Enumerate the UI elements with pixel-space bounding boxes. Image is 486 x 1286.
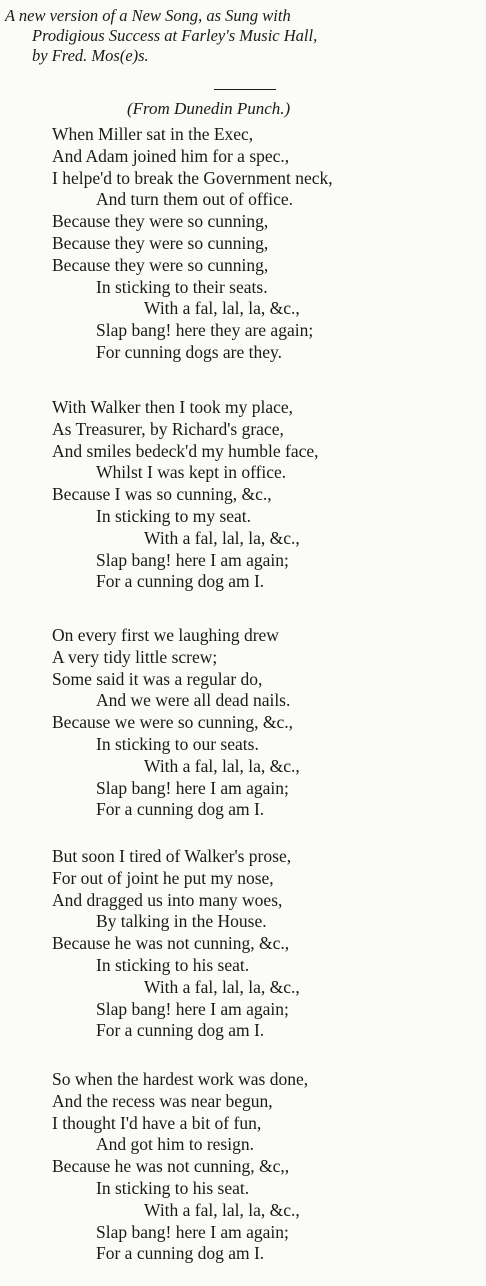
song-introduction xyxy=(5,6,483,66)
intro-line: Prodigious Success at Farley's Music Hall, xyxy=(32,26,318,45)
stanza-4 xyxy=(52,846,482,1042)
verse-line: And the recess was near begun, xyxy=(52,1090,273,1111)
source-credit: (From Dunedin Punch.) xyxy=(127,99,291,118)
refrain-line: With a fal, lal, la, &c., xyxy=(144,976,300,997)
verse-line: But soon I tired of Walker's prose, xyxy=(52,846,292,866)
verse-line: And we were all dead nails. xyxy=(96,690,291,711)
divider-rule xyxy=(214,89,276,90)
chorus-line: In sticking to my seat. xyxy=(96,505,252,526)
chorus-line: In sticking to his seat. xyxy=(96,954,250,975)
verse-line: And smiles bedeck'd my humble face, xyxy=(52,440,319,461)
verse-line: So when the hardest work was done, xyxy=(52,1069,309,1089)
verse-line: And got him to resign. xyxy=(96,1134,254,1155)
stanza-1 xyxy=(52,124,482,364)
verse-line: Some said it was a regular do, xyxy=(52,668,263,689)
chorus-line: Because we were so cunning, &c., xyxy=(52,712,294,733)
refrain-line: Slap bang! here I am again; xyxy=(96,1221,289,1242)
refrain-line: For a cunning dog am I. xyxy=(96,571,265,592)
refrain-line: Slap bang! here I am again; xyxy=(96,777,289,798)
verse-line: With Walker then I took my place, xyxy=(52,397,294,417)
refrain-line: With a fal, lal, la, &c., xyxy=(144,527,300,548)
chorus-line: Because they were so cunning, xyxy=(52,232,269,253)
verse-line: On every first we laughing drew xyxy=(52,625,279,645)
refrain-line: For cunning dogs are they. xyxy=(96,341,282,362)
chorus-line: Because he was not cunning, &c,, xyxy=(52,1156,290,1177)
refrain-line: With a fal, lal, la, &c., xyxy=(144,1199,300,1220)
verse-line: And Adam joined him for a spec., xyxy=(52,145,290,166)
refrain-line: Slap bang! here I am again; xyxy=(96,549,289,570)
intro-line: A new version of a New Song, as Sung with xyxy=(5,6,291,25)
intro-line: by Fred. Mos(e)s. xyxy=(32,46,149,65)
chorus-line: In sticking to our seats. xyxy=(96,733,259,754)
refrain-line: For a cunning dog am I. xyxy=(96,799,265,820)
verse-line: A very tidy little screw; xyxy=(52,646,218,667)
refrain-line: For a cunning dog am I. xyxy=(96,1020,265,1041)
verse-line: I helpe'd to break the Government neck, xyxy=(52,167,333,188)
refrain-line: With a fal, lal, la, &c., xyxy=(144,755,300,776)
refrain-line: With a fal, lal, la, &c., xyxy=(144,298,300,319)
refrain-line: Slap bang! here they are again; xyxy=(96,320,314,341)
stanza-3 xyxy=(52,625,482,821)
chorus-line: In sticking to their seats. xyxy=(96,276,268,297)
refrain-line: Slap bang! here I am again; xyxy=(96,998,289,1019)
verse-line: As Treasurer, by Richard's grace, xyxy=(52,418,284,439)
chorus-line: Because he was not cunning, &c., xyxy=(52,933,290,954)
verse-line: By talking in the House. xyxy=(96,911,267,932)
chorus-line: Because I was so cunning, &c., xyxy=(52,484,272,505)
chorus-line: Because they were so cunning, xyxy=(52,254,269,275)
chorus-line: In sticking to his seat. xyxy=(96,1177,250,1198)
stanza-2 xyxy=(52,397,482,593)
verse-line: For out of joint he put my nose, xyxy=(52,867,274,888)
refrain-line: For a cunning dog am I. xyxy=(96,1243,265,1264)
chorus-line: Because they were so cunning, xyxy=(52,211,269,232)
verse-line: And dragged us into many woes, xyxy=(52,889,283,910)
verse-line: When Miller sat in the Exec, xyxy=(52,124,254,144)
stanza-5 xyxy=(52,1069,482,1265)
verse-line: And turn them out of office. xyxy=(96,189,293,210)
verse-line: I thought I'd have a bit of fun, xyxy=(52,1112,262,1133)
verse-line: Whilst I was kept in office. xyxy=(96,462,287,483)
